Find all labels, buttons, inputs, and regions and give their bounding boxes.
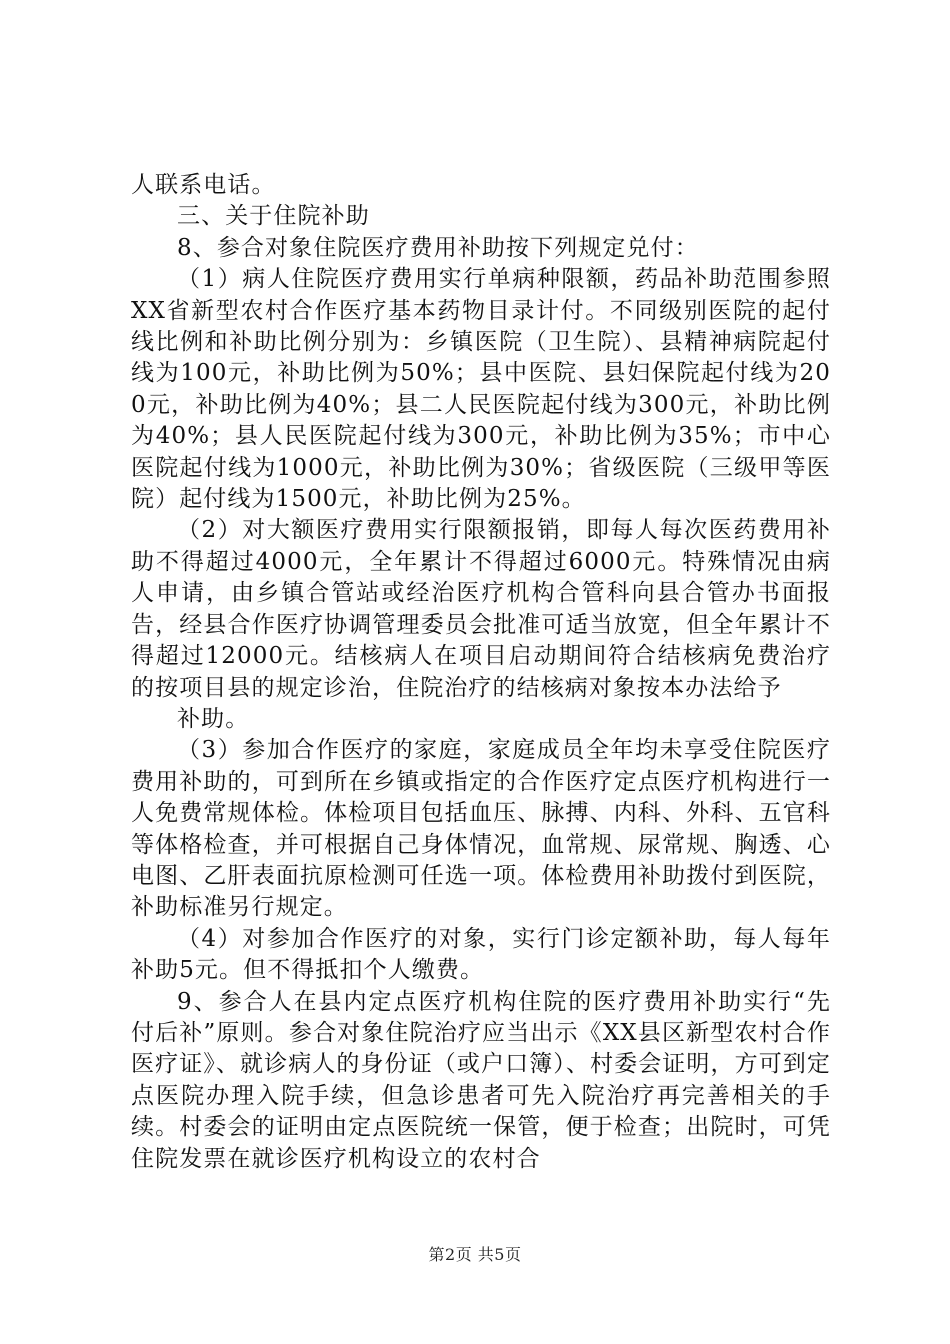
paragraph-subitem-4: （4）对参加合作医疗的对象，实行门诊定额补助，每人每年补助5元。但不得抵扣个人缴费。 [131, 925, 831, 984]
paragraph-subitem-3: （3）参加合作医疗的家庭，家庭成员全年均未享受住院医疗费用补助的，可到所在乡镇或指定的合作医疗定点医疗机构进行一人免费常规体检。体检项目包括血压、脉搏、内科、外科、五官科等体格检查，并可根据自己身体情况，血常规、尿常规、胸透、心电图、乙肝表面抗原检测可任选一项。体检费用补助拨付到医院，补助标准另行规定。 [131, 737, 831, 921]
page-number-footer: 第2页 共5页 [428, 1245, 522, 1264]
paragraph-subitem-2-tail: 补助。 [177, 705, 250, 732]
paragraph-continuation: 人联系电话。 [131, 172, 276, 198]
document-body [131, 170, 831, 1175]
paragraph-subitem-2: （2）对大额医疗费用实行限额报销，即每人每次医药费用补助不得超过4000元，全年累计不得超过6000元。特殊情况由病人申请，由乡镇合管站或经治医疗机构合管科向县合管办书面报告，经县合作医疗协调管理委员会批准可适当放宽，但全年累计不得超过12000元。结核病人在项目启动期间符合结核病免费治疗的按项目县的规定诊治，住院治疗的结核病对象按本办法给予 [131, 517, 831, 701]
paragraph-subitem-1: （1）病人住院医疗费用实行单病种限额，药品补助范围参照XX省新型农村合作医疗基本药物目录计付。不同级别医院的起付线比例和补助比例分别为：乡镇医院（卫生院）、县精神病院起付线为100元，补助比例为50%；县中医院、县妇保院起付线为200元，补助比例为40%；县二人民医院起付线为300元，补助比例为40%；县人民医院起付线为300元，补助比例为35%；市中心医院起付线为1000元，补助比例为30%；省级医院（三级甲等医院）起付线为1500元，补助比例为25%。 [131, 266, 831, 513]
paragraph-item-8: 8、参合对象住院医疗费用补助按下列规定兑付： [177, 234, 699, 261]
section-heading: 三、关于住院补助 [177, 203, 370, 230]
paragraph-item-9: 9、参合人在县内定点医疗机构住院的医疗费用补助实行“先付后补”原则。参合对象住院治疗应当出示《XX县区新型农村合作医疗证》、就诊病人的身份证（或户口簿）、村委会证明，方可到定点医院办理入院手续，但急诊患者可先入院治疗再完善相关的手续。村委会的证明由定点医院统一保管，便于检查；出院时，可凭住院发票在就诊医疗机构设立的农村合 [131, 988, 831, 1172]
